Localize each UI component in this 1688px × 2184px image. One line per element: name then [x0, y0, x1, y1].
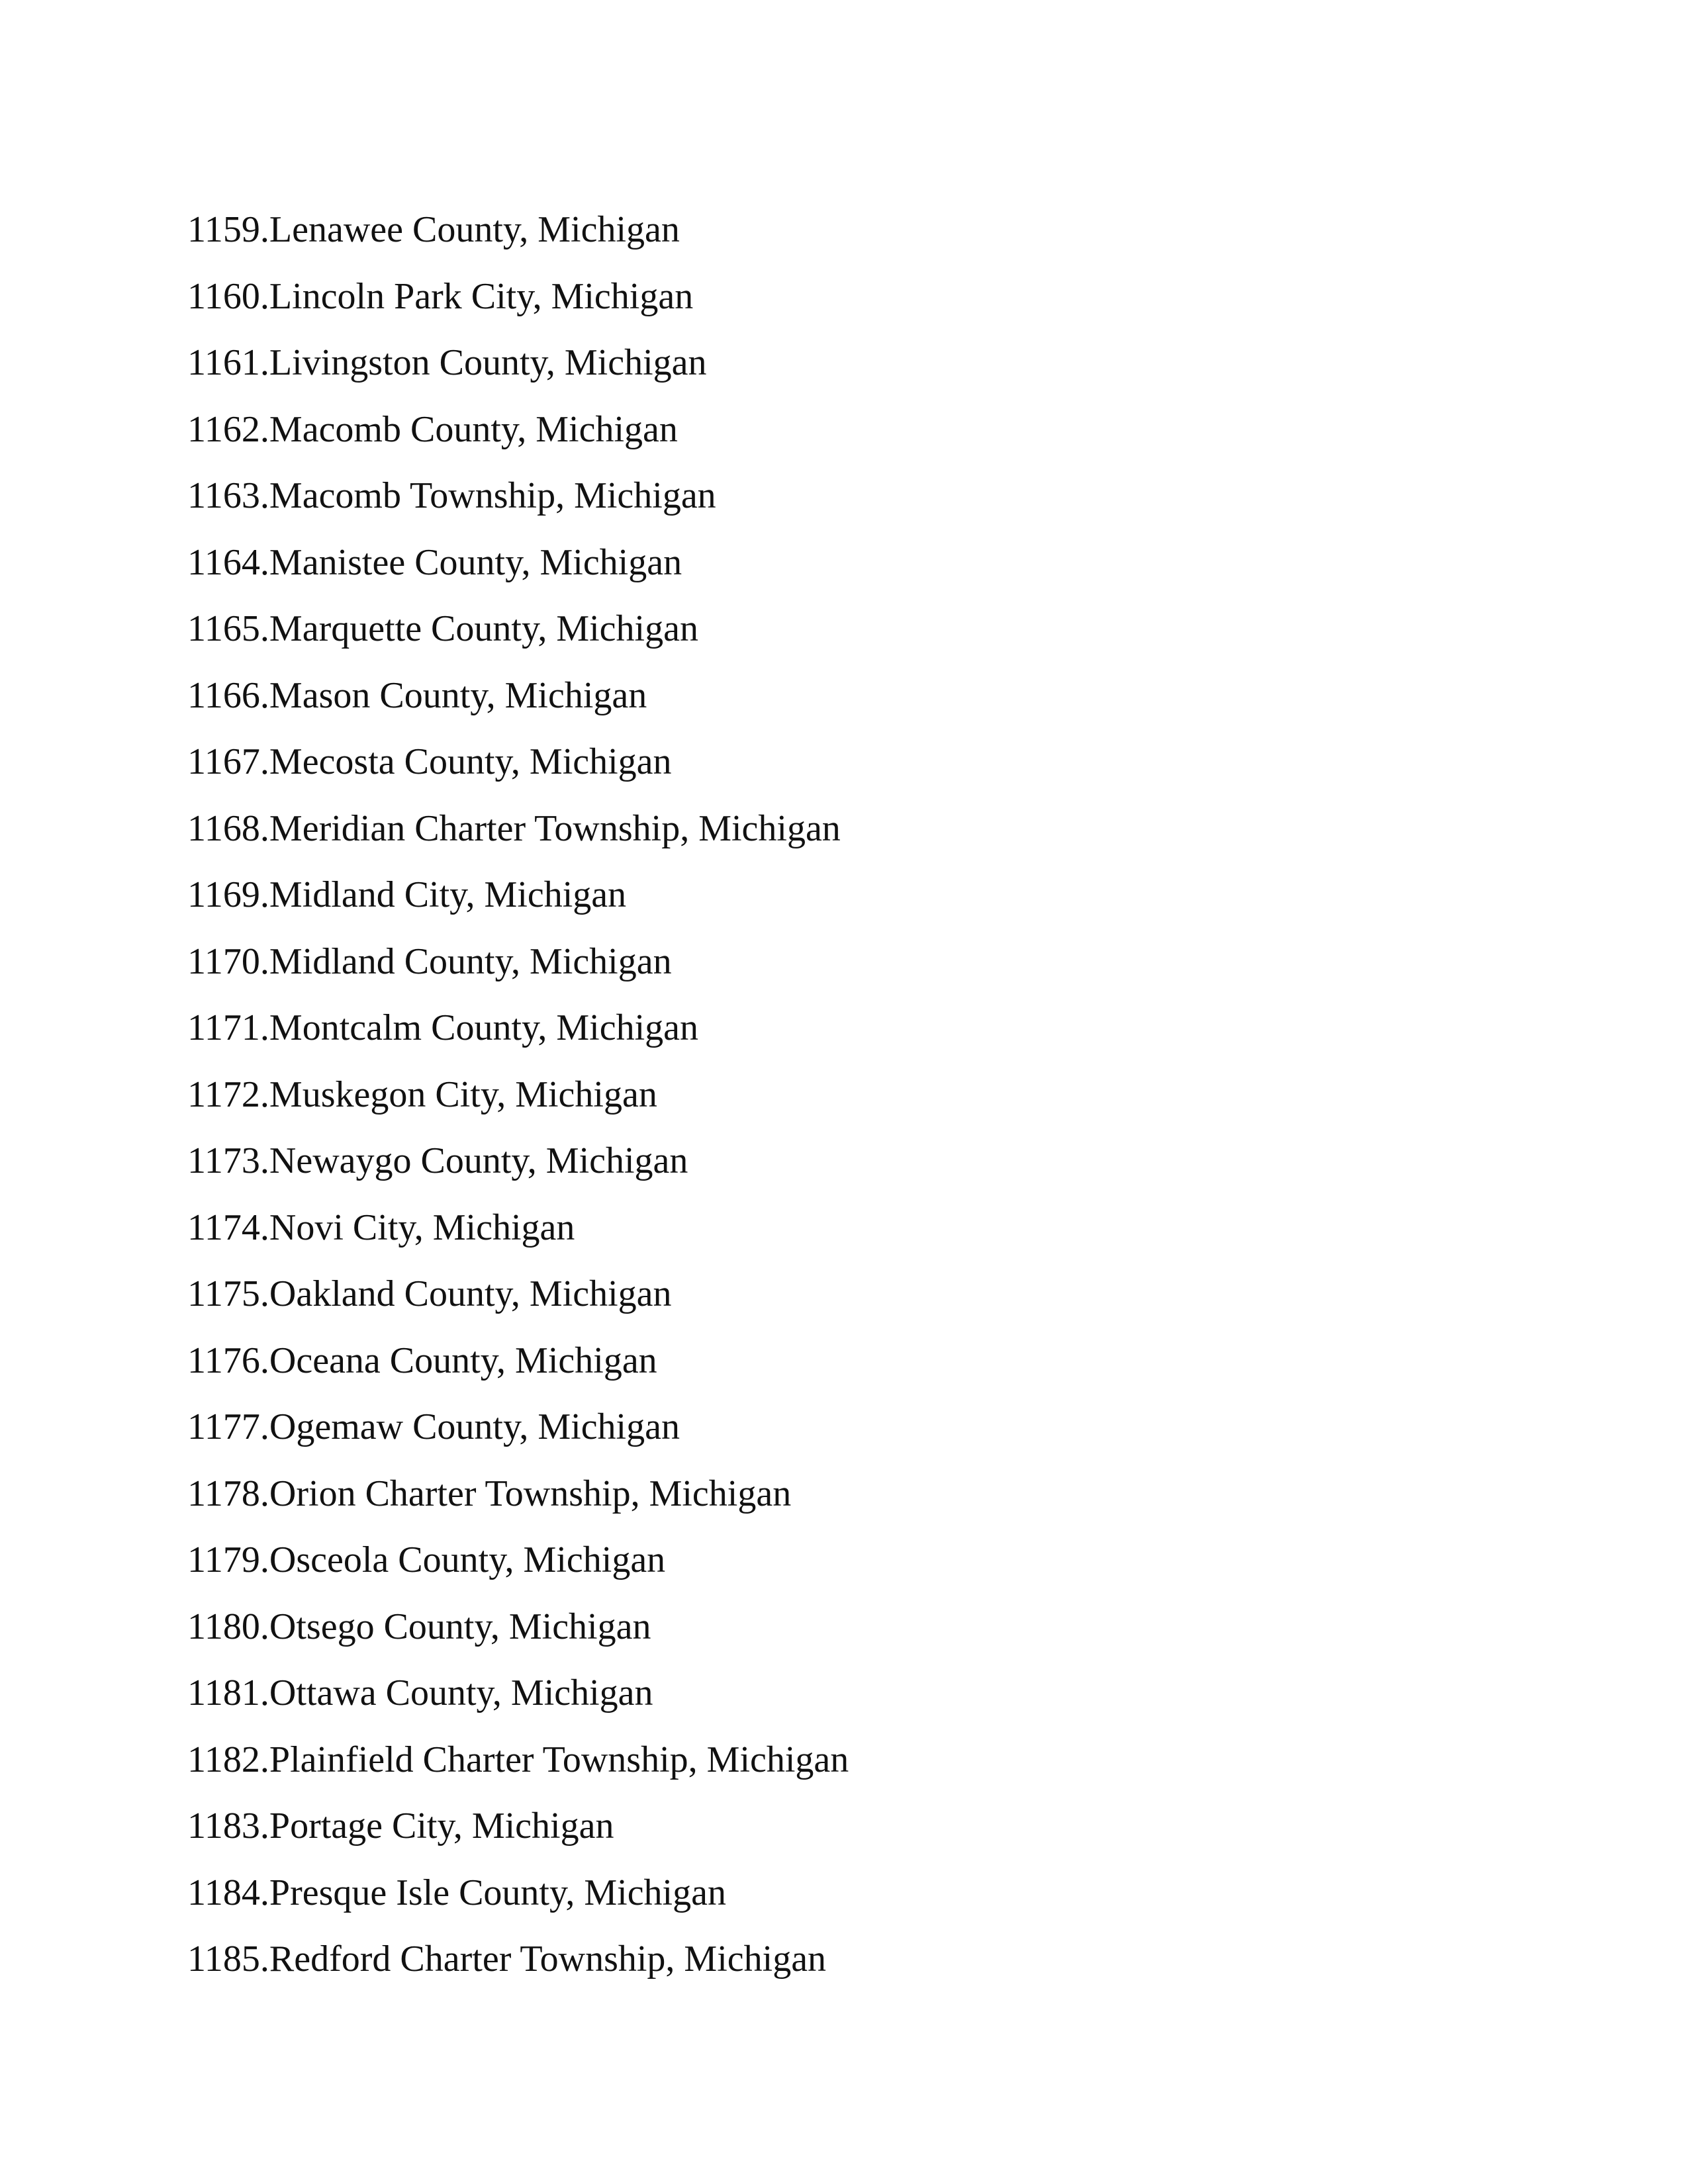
- list-item: [187, 1128, 849, 1195]
- list-item-number: 1182.: [187, 1739, 269, 1780]
- list-item-number: 1184.: [187, 1872, 269, 1913]
- list-item-number: 1170.: [187, 940, 269, 982]
- list-item-text: Midland City, Michigan: [269, 874, 627, 915]
- list-item-text: Otsego County, Michigan: [269, 1606, 651, 1647]
- list-item: [187, 1926, 849, 1993]
- list-item-number: 1180.: [187, 1606, 269, 1647]
- list-item-text: Portage City, Michigan: [269, 1805, 614, 1846]
- list-item: [187, 1461, 849, 1527]
- list-item-number: 1163.: [187, 475, 269, 516]
- list-item: [187, 197, 849, 263]
- list-item: [187, 1793, 849, 1860]
- list-item-text: Mason County, Michigan: [269, 674, 647, 716]
- list-item-text: Oakland County, Michigan: [269, 1273, 672, 1314]
- list-item-text: Lenawee County, Michigan: [269, 209, 680, 250]
- list-item-number: 1173.: [187, 1140, 269, 1181]
- list-item: [187, 1527, 849, 1594]
- list-item: [187, 529, 849, 596]
- list-item: [187, 1394, 849, 1461]
- list-item-text: Midland County, Michigan: [269, 940, 672, 982]
- list-item-text: Lincoln Park City, Michigan: [269, 275, 694, 317]
- list-item-text: Redford Charter Township, Michigan: [269, 1938, 827, 1979]
- list-item: [187, 596, 849, 662]
- list-item: [187, 1594, 849, 1661]
- list-item-text: Presque Isle County, Michigan: [269, 1872, 726, 1913]
- list-item-text: Ogemaw County, Michigan: [269, 1406, 680, 1447]
- list-item-text: Plainfield Charter Township, Michigan: [269, 1739, 849, 1780]
- list-item-text: Mecosta County, Michigan: [269, 741, 672, 782]
- list-item-number: 1165.: [187, 608, 269, 649]
- list-item-text: Oceana County, Michigan: [269, 1340, 657, 1381]
- list-item-number: 1159.: [187, 209, 269, 250]
- list-item: [187, 929, 849, 995]
- list-item: [187, 1062, 849, 1128]
- list-item: [187, 396, 849, 463]
- list-item-number: 1167.: [187, 741, 269, 782]
- list-item: [187, 330, 849, 396]
- list-item: [187, 463, 849, 529]
- list-item: [187, 1261, 849, 1328]
- list-item: [187, 1328, 849, 1394]
- list-item-text: Novi City, Michigan: [269, 1206, 575, 1248]
- list-item-number: 1183.: [187, 1805, 269, 1846]
- list-item-text: Orion Charter Township, Michigan: [269, 1473, 792, 1514]
- list-item-text: Macomb County, Michigan: [269, 408, 678, 450]
- list-item-number: 1166.: [187, 674, 269, 716]
- list-item: [187, 1195, 849, 1261]
- list-item-text: Livingston County, Michigan: [269, 342, 707, 383]
- list-item-text: Muskegon City, Michigan: [269, 1073, 657, 1115]
- list-item-number: 1169.: [187, 874, 269, 915]
- list-item-number: 1174.: [187, 1206, 269, 1248]
- list-item-text: Osceola County, Michigan: [269, 1539, 666, 1580]
- list-item-number: 1161.: [187, 342, 269, 383]
- list-item-text: Ottawa County, Michigan: [269, 1672, 653, 1713]
- list-item: [187, 995, 849, 1062]
- list-item-number: 1179.: [187, 1539, 269, 1580]
- list-item-text: Montcalm County, Michigan: [269, 1007, 698, 1048]
- list-item-text: Newaygo County, Michigan: [269, 1140, 688, 1181]
- list-item-text: Meridian Charter Township, Michigan: [269, 807, 841, 849]
- list-item-number: 1185.: [187, 1938, 269, 1979]
- list-item: [187, 263, 849, 330]
- list-item: [187, 796, 849, 862]
- list-item-number: 1172.: [187, 1073, 269, 1115]
- list-item: [187, 662, 849, 729]
- list-item-number: 1171.: [187, 1007, 269, 1048]
- list-item: [187, 1860, 849, 1927]
- list-item-number: 1168.: [187, 807, 269, 849]
- list-item: [187, 729, 849, 796]
- list-item-number: 1176.: [187, 1340, 269, 1381]
- list-item-number: 1181.: [187, 1672, 269, 1713]
- numbered-list: [187, 197, 849, 1993]
- list-item-number: 1162.: [187, 408, 269, 450]
- list-item-number: 1164.: [187, 541, 269, 583]
- list-item-text: Manistee County, Michigan: [269, 541, 682, 583]
- list-item-number: 1175.: [187, 1273, 269, 1314]
- list-item-text: Macomb Township, Michigan: [269, 475, 716, 516]
- list-item-number: 1160.: [187, 275, 269, 317]
- list-item: [187, 1727, 849, 1794]
- list-item-number: 1178.: [187, 1473, 269, 1514]
- list-item-text: Marquette County, Michigan: [269, 608, 698, 649]
- list-item: [187, 1660, 849, 1727]
- list-item: [187, 862, 849, 929]
- list-item-number: 1177.: [187, 1406, 269, 1447]
